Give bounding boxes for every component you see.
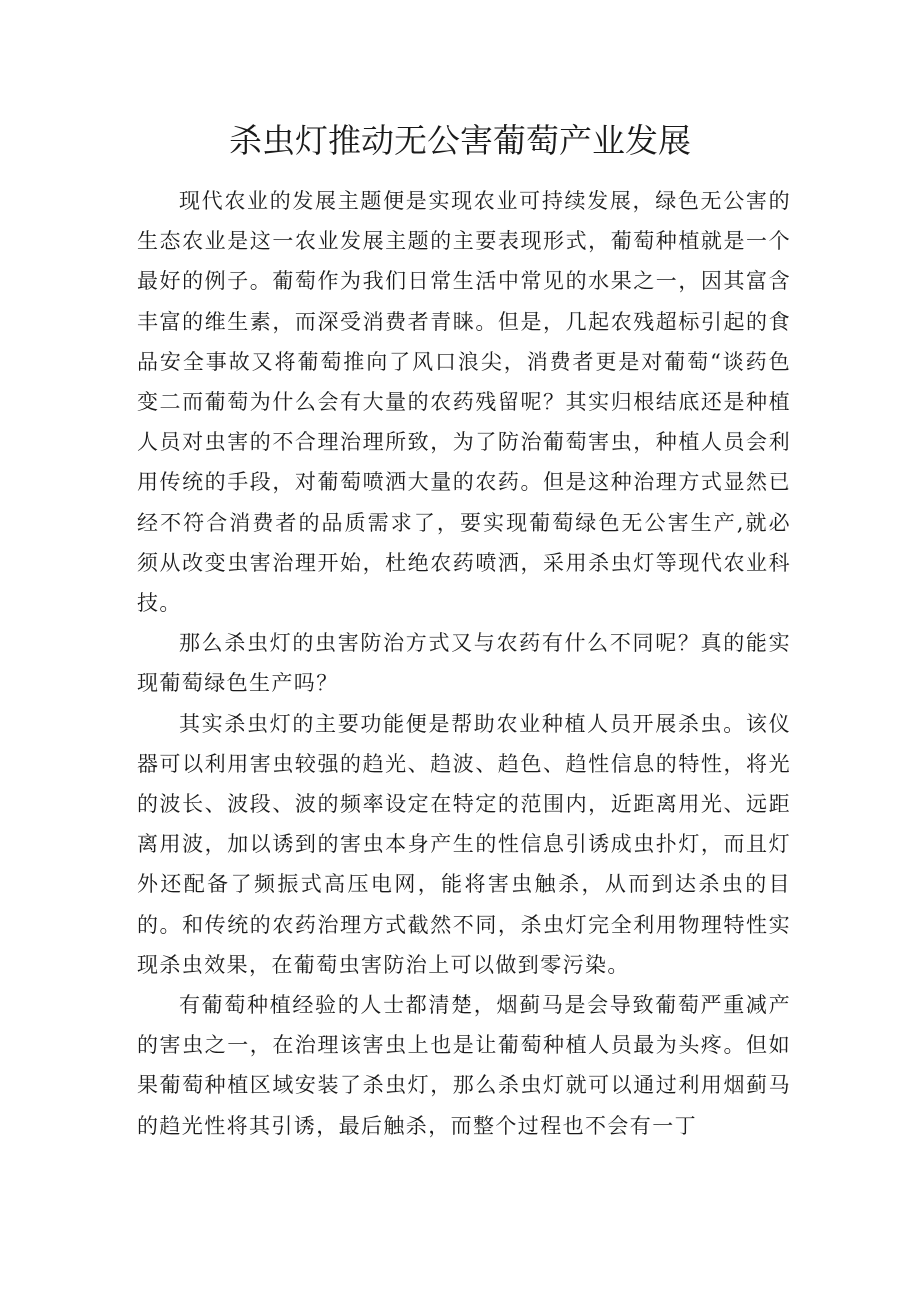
paragraph-4: 有葡萄种植经验的人士都清楚，烟蓟马是会导致葡萄严重减产的害虫之一，在治理该害虫上也是让葡萄种植人员最为头疼。但如果葡萄种植区域安装了杀虫灯，那么杀虫灯就可以通过利用烟蓟马的趋光性将其引诱，最后触杀，而整个过程也不会有一丁: [137, 993, 791, 1138]
document-title: 杀虫灯推动无公害葡萄产业发展: [229, 121, 691, 160]
paragraph-3: 其实杀虫灯的主要功能便是帮助农业种植人员开展杀虫。该仪器可以利用害虫较强的趋光、趋波、趋色、趋性信息的特性，将光的波长、波段、波的频率设定在特定的范围内，近距离用光、远距离用波，加以诱到的害虫本身产生的性信息引诱成虫扑灯，而且灯外还配备了频振式高压电网，能将害虫触杀，从而到达杀虫的目的。和传统的农药治理方式截然不同，杀虫灯完全利用物理特性实现杀虫效果，在葡萄虫害防治上可以做到零污染。: [137, 711, 791, 977]
document-body: [137, 181, 791, 1146]
paragraph-2: 那么杀虫灯的虫害防治方式又与农药有什么不同呢？真的能实现葡萄绿色生产吗？: [137, 631, 791, 696]
paragraph-1: 现代农业的发展主题便是实现农业可持续发展，绿色无公害的生态农业是这一农业发展主题的主要表现形式，葡萄种植就是一个最好的例子。葡萄作为我们日常生活中常见的水果之一，因其富含丰富的维生素，而深受消费者青睐。但是，几起农残超标引起的食品安全事故又将葡萄推向了风口浪尖，消费者更是对葡萄“谈药色变二而葡萄为什么会有大量的农药残留呢？其实归根结底还是种植人员对虫害的不合理治理所致，为了防治葡萄害虫，种植人员会利用传统的手段，对葡萄喷洒大量的农药。但是这种治理方式显然已经不符合消费者的品质需求了，要实现葡萄绿色无公害生产,就必须从改变虫害治理开始，杜绝农药喷洒，采用杀虫灯等现代农业科技。: [137, 189, 791, 616]
